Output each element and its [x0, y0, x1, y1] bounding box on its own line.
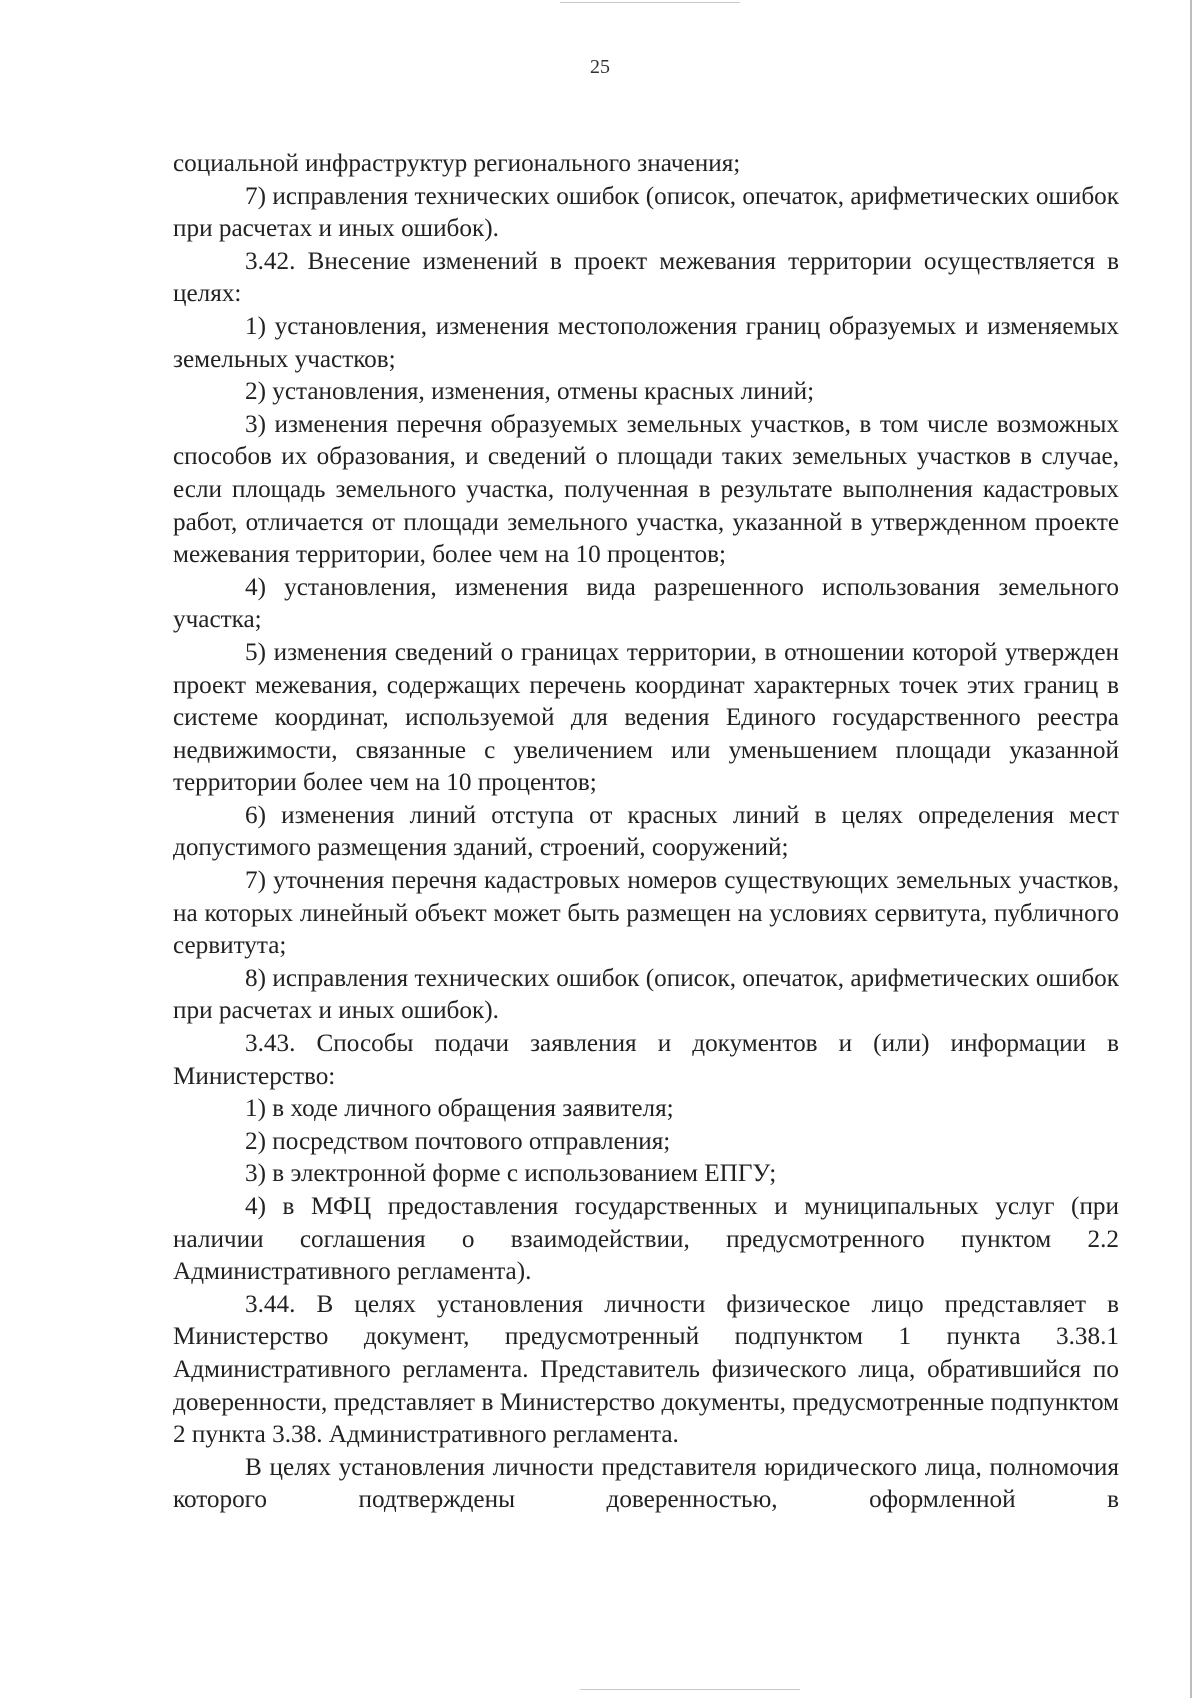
- submission-method-1: 1) в ходе личного обращения заявителя;: [245, 1095, 674, 1123]
- list-item-8: 8) исправления технических ошибок (описок, опечаток, арифметических ошибок при расчетах и иных ошибок).: [173, 964, 1119, 1025]
- scan-edge-top: [560, 2, 740, 3]
- list-item-2: 2) установления, изменения, отмены красных линий;: [245, 378, 815, 406]
- list-item-7-corrections: 7) исправления технических ошибок (описок, опечаток, арифметических ошибок при расчетах и иных ошибок).: [173, 182, 1119, 243]
- section-3-43: 3.43. Способы подачи заявления и документов и (или) информации в Министерство:: [173, 1030, 1119, 1090]
- list-item-7: 7) уточнения перечня кадастровых номеров существующих земельных участков, на которых линейный объект может быть размещен на условиях сервитута, публичного сервитута;: [173, 867, 1119, 960]
- list-item-1: 1) установления, изменения местоположения границ образуемых и изменяемых земельных участков;: [173, 312, 1119, 373]
- document-body: [173, 148, 1119, 1517]
- section-3-42: 3.42. Внесение изменений в проект межевания территории осуществляется в целях:: [173, 247, 1119, 308]
- scan-edge-bottom: [580, 1689, 800, 1690]
- page-number: 25: [590, 56, 610, 78]
- submission-method-4: 4) в МФЦ предоставления государственных и муниципальных услуг (при наличии соглашения о взаимодействии, предусмотренного пунктом 2.2 Административного регламента).: [173, 1193, 1119, 1286]
- paragraph-continuation: социальной инфраструктур регионального значения;: [173, 150, 741, 177]
- list-item-5: 5) изменения сведений о границах территории, в отношении которой утвержден проект межевания, содержащих перечень координат характерных точек этих границ в системе координат, используемой для ведения Единого государственного реестра недвижимости, связанные с увеличением или уменьшением площади указанной территории более чем на 10 процентов;: [173, 638, 1119, 797]
- list-item-6: 6) изменения линий отступа от красных линий в целях определения мест допустимого размещения зданий, строений, сооружений;: [173, 801, 1119, 862]
- list-item-3: 3) изменения перечня образуемых земельных участков, в том числе возможных способов их образования, и сведений о площади таких земельных участков в случае, если площадь земельного участка, полученная в результате выполнения кадастровых работ, отличается от площади земельного участка, указанной в утвержденном проекте межевания территории, более чем на 10 процентов;: [173, 410, 1119, 569]
- section-3-44: 3.44. В целях установления личности физическое лицо представляет в Министерство документ, предусмотренный подпунктом 1 пункта 3.38.1 Административного регламента. Представитель физического лица, обратившийся по доверенности, представляет в Министерство документы, предусмотренные подпунктом 2 пункта 3.38. Административного регламента.: [173, 1290, 1119, 1449]
- paragraph-legal-representative: В целях установления личности представителя юридического лица, полномочия которого подтверждены доверенностью, оформленной в: [173, 1453, 1119, 1514]
- scan-edge-right: [1190, 0, 1192, 1698]
- submission-method-2: 2) посредством почтового отправления;: [245, 1127, 671, 1155]
- submission-method-3: 3) в электронной форме с использованием ЕПГУ;: [245, 1160, 777, 1188]
- list-item-4: 4) установления, изменения вида разрешенного использования земельного участка;: [173, 573, 1119, 634]
